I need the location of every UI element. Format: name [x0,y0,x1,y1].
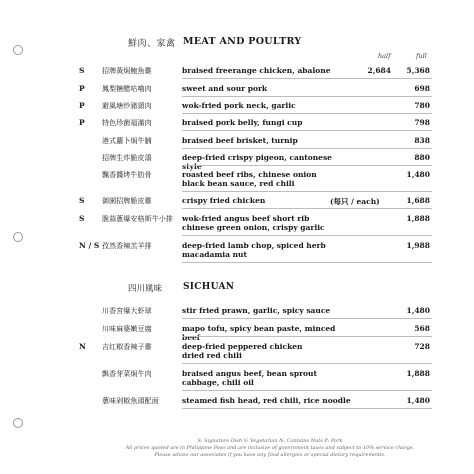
price-full: 1,988 [406,241,430,250]
price-full: 1,480 [406,306,430,315]
row-divider [182,96,432,97]
dish-name-cn: 招牌生炸脆皮鴿 [102,154,152,162]
price-full: 1,480 [406,396,430,405]
column-header-half: half [378,52,391,60]
dish-name-cn: 御園招牌脆皮雞 [102,197,152,205]
dish-name-en [182,241,352,259]
price-full: 1,688 [406,196,430,205]
dish-name-en-line: deep-fried lamb chop, spiced herb [182,241,326,250]
dish-name-en-line: dried red chili [182,351,242,360]
row-divider [182,390,432,391]
row-divider [182,408,432,409]
dish-name-en-line: chinese green onion, crispy garlic [182,223,325,232]
dish-name-en-line: braised beef brisket, turnip [182,136,298,145]
footer-legend: S: Signature Dish V: Vegetarian N: Contains Nuts P: Pork [197,438,343,444]
binder-hole-bottom [13,418,23,428]
footer-allergy-note: Please advise our associates if you have any food allergies or special dietary requirements. [154,452,386,458]
dish-name-en [182,84,352,93]
dish-name-en-line: macadamia nut [182,250,247,259]
dish-name-en [182,101,352,110]
section-title-cn: 鮮肉、家禽 [128,39,176,49]
price-unit: (每只 / each) [330,197,380,206]
dish-name-cn: 飘香芽菜焖牛肉 [102,370,152,378]
dish-name-en [182,66,352,75]
dietary-mark: S [79,66,85,75]
dish-name-en [182,153,352,171]
dish-name-en [182,324,352,342]
price-full: 780 [414,101,430,110]
price-full: 1,888 [406,369,430,378]
price-full: 880 [414,153,430,162]
row-divider [182,130,432,131]
row-divider [182,336,432,337]
dish-name-en [182,396,352,405]
dietary-mark: S [79,214,85,223]
dish-name-en [182,196,352,205]
dish-name-cn: 招牌黃焖鮑魚雞 [102,67,152,75]
dish-name-en [182,306,352,315]
dish-name-cn: 吉红椒香辣子雞 [102,343,152,351]
dish-name-en-line: sweet and sour pork [182,84,268,93]
dish-name-en-line: deep-fried crispy pigeon, cantonese style [182,153,332,171]
dish-name-cn: 蔥味剁椒魚頭配面 [102,397,159,405]
price-full: 798 [414,118,430,127]
dietary-mark: N [79,342,86,351]
dish-name-cn: 川香宮爆大虾球 [102,307,152,315]
dish-name-en-line: steamed fish head, red chili, rice noodle [182,396,351,405]
dish-name-en-line: black bean sauce, red chili [182,179,295,188]
price-full: 728 [414,342,430,351]
dish-name-cn: 川味麻婆嫩豆腐 [102,325,152,333]
section-title-en: MEAT AND POULTRY [183,36,302,47]
dish-name-cn: 飄香醬烤牛肋骨 [102,171,152,179]
dish-name-en [182,342,352,360]
dish-name-en [182,369,352,387]
subsection-title-en: SICHUAN [183,282,235,292]
price-full: 838 [414,136,430,145]
row-divider [182,191,432,192]
row-divider [182,235,432,236]
dish-name-cn: 鳳梨糖醋咕嚕肉 [102,85,152,93]
subsection-title-cn: 四川風味 [128,284,163,294]
dietary-mark: P [79,84,85,93]
dish-name-cn: 孜然香辣羔羊排 [102,242,152,250]
footer-price-note: All prices quoted are in Philippine Peso and are inclusive of government taxes and subject to 10% service charge. [125,445,415,451]
dish-name-cn: 港式蘿卜焖牛腩 [102,137,152,145]
price-half: 2,684 [367,66,391,75]
dish-name-cn: 脆蒜蔥爆安格斯牛小排 [102,215,173,223]
dietary-mark: P [79,101,85,110]
dish-name-en [182,136,352,145]
row-divider [182,165,432,166]
dish-name-en [182,214,352,232]
dish-name-en [182,118,352,127]
dish-name-en-line: stir fried prawn, garlic, spicy sauce [182,306,331,315]
dish-name-en-line: braised pork belly, fungi cup [182,118,303,127]
row-divider [182,113,432,114]
dish-name-cn: 避風塘炒豬頸肉 [102,102,152,110]
price-full: 5,368 [406,66,430,75]
row-divider [182,318,432,319]
dish-name-en-line: wok-fried pork neck, garlic [182,101,296,110]
row-divider [182,262,432,263]
dish-name-en-line: wok-fried angus beef short rib [182,214,310,223]
dish-name-en [182,170,352,188]
dish-name-en-line: deep-fried peppered chicken [182,342,303,351]
dish-name-en-line: braised angus beef, bean sprout [182,369,317,378]
dietary-mark: N / S [79,241,100,250]
dish-name-en-line: braised freerange chicken, abalone [182,66,331,75]
price-full: 1,480 [406,170,430,179]
column-header-full: full [416,52,427,60]
dietary-mark: S [79,196,85,205]
price-full: 568 [414,324,430,333]
dietary-mark: P [79,118,85,127]
binder-hole-middle [13,232,23,242]
dish-name-en-line: crispy fried chicken [182,196,266,205]
row-divider [182,148,432,149]
price-full: 698 [414,84,430,93]
dish-name-en-line: mapo tofu, spicy bean paste, minced beef [182,324,336,342]
row-divider [182,208,432,209]
dish-name-en-line: roasted beef ribs, chinese onion [182,170,317,179]
dish-name-en-line: cabbage, chili oil [182,378,254,387]
dish-name-cn: 特色珍菌福滿肉 [102,119,152,127]
row-divider [182,363,432,364]
row-divider [182,78,432,79]
price-full: 1,888 [406,214,430,223]
binder-hole-top [13,45,23,55]
